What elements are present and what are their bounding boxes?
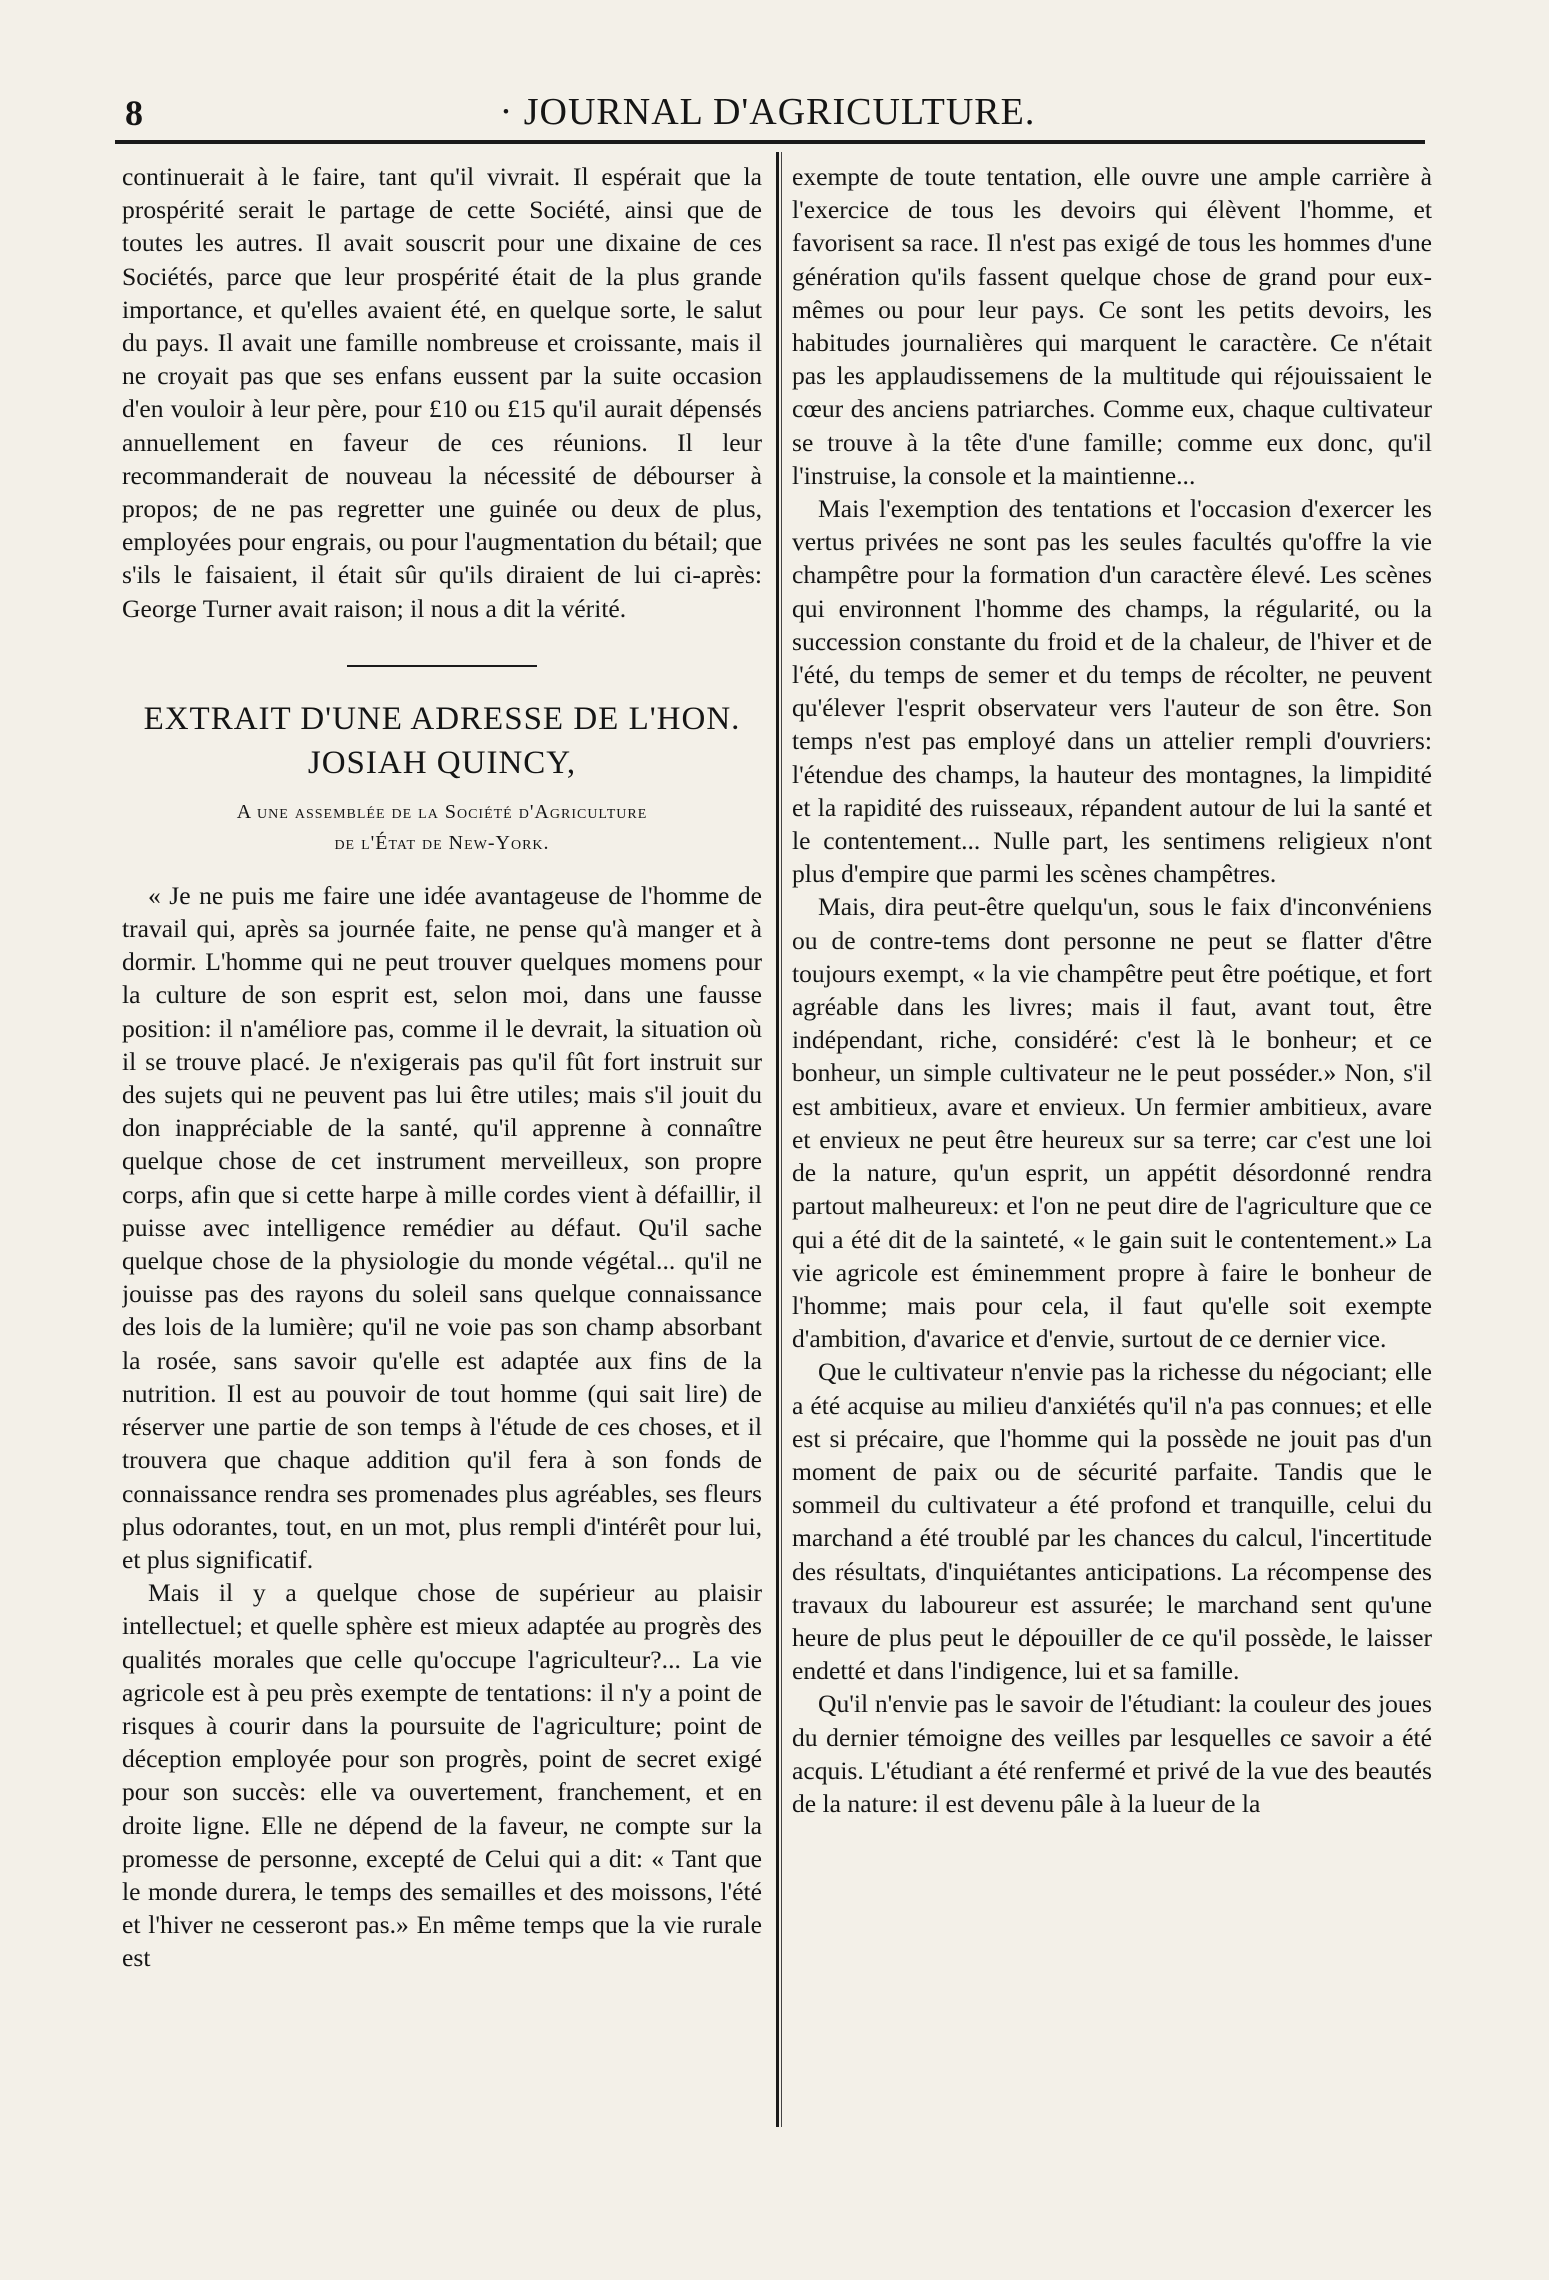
running-title: · JOURNAL D'AGRICULTURE. [499,91,1036,133]
article-subtitle [122,797,762,859]
left-opening-paragraph: continuerait à le faire, tant qu'il vivrait. Il espérait que la prospérité serait le partage de cette Société, ainsi que de toutes les autres. Il avait souscrit pour une dixaine de ces Sociétés, parce que leur prospérité était de la plus grande importance, et qu'elles avaient été, en quelque sorte, le salut du pays. Il avait une famille nombreuse et croissante, mais il ne croyait pas que ses enfans eussent par la suite occasion d'en vouloir à leur père, pour £10 ou £15 qu'il aurait dépensés annuellement en faveur de ces réunions. Il leur recommanderait de nouveau la nécessité de débourser à propos; de ne pas regretter une guinée ou deux de plus, employées pour engrais, ou pour l'augmentation du bétail; que s'ils le faisaient, il était sûr qu'ils diraient de lui ci-après: George Turner avait raison; il nous a dit la vérité. [122,162,762,623]
right-paragraph-3: Mais, dira peut-être quelqu'un, sous le faix d'inconvéniens ou de contre-tems dont personne ne peut se flatter d'être toujours exempt, « la vie champêtre peut être poétique, et fort agréable dans les livres; mais il faut, avant tout, être indépendant, riche, considéré: c'est là le bonheur; et ce bonheur, un simple cultivateur ne le peut posséder.» Non, s'il est ambitieux, avare et envieux. Un fermier ambitieux, avare et envieux ne peut être heureux sur sa terre; car c'est une loi de la nature, qu'un esprit, un appétit désordonné rendra partout malheureux: et l'on ne peut dire de l'agriculture que ce qui a été dit de la sainteté, « le gain suit le contentement.» La vie agricole est éminemment propre à faire le bonheur de l'homme; mais pour cela, il faut qu'elle soit exempte d'ambition, d'avarice et d'envie, surtout de ce dernier vice. [792,892,1432,1354]
right-paragraph-1: exempte de toute tentation, elle ouvre une ample carrière à l'exercice de tous les devoirs qui élèvent l'homme, et favorisent sa race. Il n'est pas exigé de tous les hommes d'une génération qu'ils fassent quelque chose de grand pour eux-mêmes ou pour leur pays. Ce sont les petits devoirs, les habitudes journalières qui marquent le caractère. Ce n'était pas les applaudissemens de la multitude qui réjouissaient le cœur des anciens patriarches. Comme eux, chaque cultivateur se trouve à la tête d'une famille; comme eux donc, qu'il l'instruise, la console et la maintienne... [792,162,1432,490]
page-number: 8 [125,93,143,133]
right-paragraph-4: Que le cultivateur n'envie pas la richesse du négociant; elle a été acquise au milieu d'anxiétés qu'il n'a pas connues; et elle est si précaire, que l'homme qui la possède ne jouit pas d'un moment de paix ou de sécurité parfaite. Tandis que le sommeil du cultivateur a été profond et tranquille, celui du marchand a été troublé par les chances du calcul, l'incertitude des résultats, d'inquiétantes anticipations. La récompense des travaux du laboureur est assurée; le marchand sent qu'une heure de plus peut le dépouiller de ce qu'il possède, le laisser endetté et dans l'indigence, lui et sa famille. [792,1357,1432,1686]
section-divider-rule [347,665,537,667]
left-column [122,160,762,2160]
header-rule [115,140,1425,144]
article-subtitle-line-1: A une assemblée de la Société d'Agriculture [236,800,648,823]
column-divider [776,152,779,2127]
page-header [115,88,1420,138]
right-column [792,160,1432,2160]
article-title [122,697,762,785]
left-paragraph-2: « Je ne puis me faire une idée avantageuse de l'homme de travail qui, après sa journée faite, ne pense qu'à manger et à dormir. L'homme qui ne peut trouver quelques momens pour la culture de son esprit est, selon moi, dans une fausse position: il n'améliore pas, comme il le devrait, la situation où il se trouve placé. Je n'exigerais pas qu'il fût fort instruit sur des sujets qui ne peuvent pas lui être utiles; mais s'il jouit du don inappréciable de la santé, qu'il apprenne à connaître quelque chose de cet instrument merveilleux, son propre corps, afin que si cette harpe à mille cordes vient à défaillir, il puisse avec intelligence remédier au défaut. Qu'il sache quelque chose de la physiologie du monde végétal... qu'il ne jouisse pas des rayons du soleil sans quelque connaissance des lois de la lumière; qu'il ne voie pas son champ absorbant la rosée, sans savoir qu'elle est adaptée aux fins de la nutrition. Il est au pouvoir de tout homme (qui sait lire) de réserver une partie de son temps à l'étude de ces choses, et il trouvera que chaque addition qu'il fera à son fonds de connaissance rendra ses promenades plus agréables, ses fleurs plus odorantes, tout, en un mot, plus rempli d'intérêt pour lui, et plus significatif. [122,880,762,1574]
article-title-line-1: EXTRAIT D'UNE ADRESSE DE L'HON. [143,700,741,737]
right-paragraph-2: Mais l'exemption des tentations et l'occasion d'exercer les vertus privées ne sont pas les seules facultés qu'offre la vie champêtre pour la formation d'un caractère élevé. Les scènes qui environnent l'homme des champs, la régularité, ou la succession constante du froid et de la chaleur, de l'hiver et de l'été, du temps de semer et du temps de récolter, ne peuvent qu'élever l'esprit observateur vers l'auteur de son être. Son temps n'est pas employé dans un attelier rempli d'ouvriers: l'étendue des champs, la hauteur des montagnes, la limpidité et la rapidité des ruisseaux, répandent autour de lui la santé et le contentement... Nulle part, les sentimens religieux n'ont plus d'empire que parmi les scènes champêtres. [792,494,1432,889]
article-subtitle-line-2: de l'État de New-York. [334,831,550,854]
left-paragraph-3: Mais il y a quelque chose de supérieur au plaisir intellectuel; et quelle sphère est mieux adaptée au progrès des qualités morales que celle qu'occupe l'agriculteur?... La vie agricole est à peu près exempte de tentations: il n'y a point de risques à courir dans la poursuite de l'agriculture; point de déception employée pour son progrès, point de secret exigé pour son succès: elle va ouvertement, franchement, et en droite ligne. Elle ne dépend de la faveur, ne compte sur la promesse de personne, excepté de Celui qui a dit: « Tant que le monde durera, le temps des semailles et des moissons, l'été et l'hiver ne cesseront pas.» En même temps que la vie rurale est [122,1578,762,1973]
right-paragraph-5: Qu'il n'envie pas le savoir de l'étudiant: la couleur des joues du dernier témoigne des veilles par lesquelles ce savoir a été acquis. L'étudiant a été renfermé et privé de la vue des beautés de la nature: il est devenu pâle à la lueur de la [792,1689,1432,1818]
article-title-line-2: JOSIAH QUINCY, [307,744,577,781]
column-divider-thin [781,152,782,2127]
